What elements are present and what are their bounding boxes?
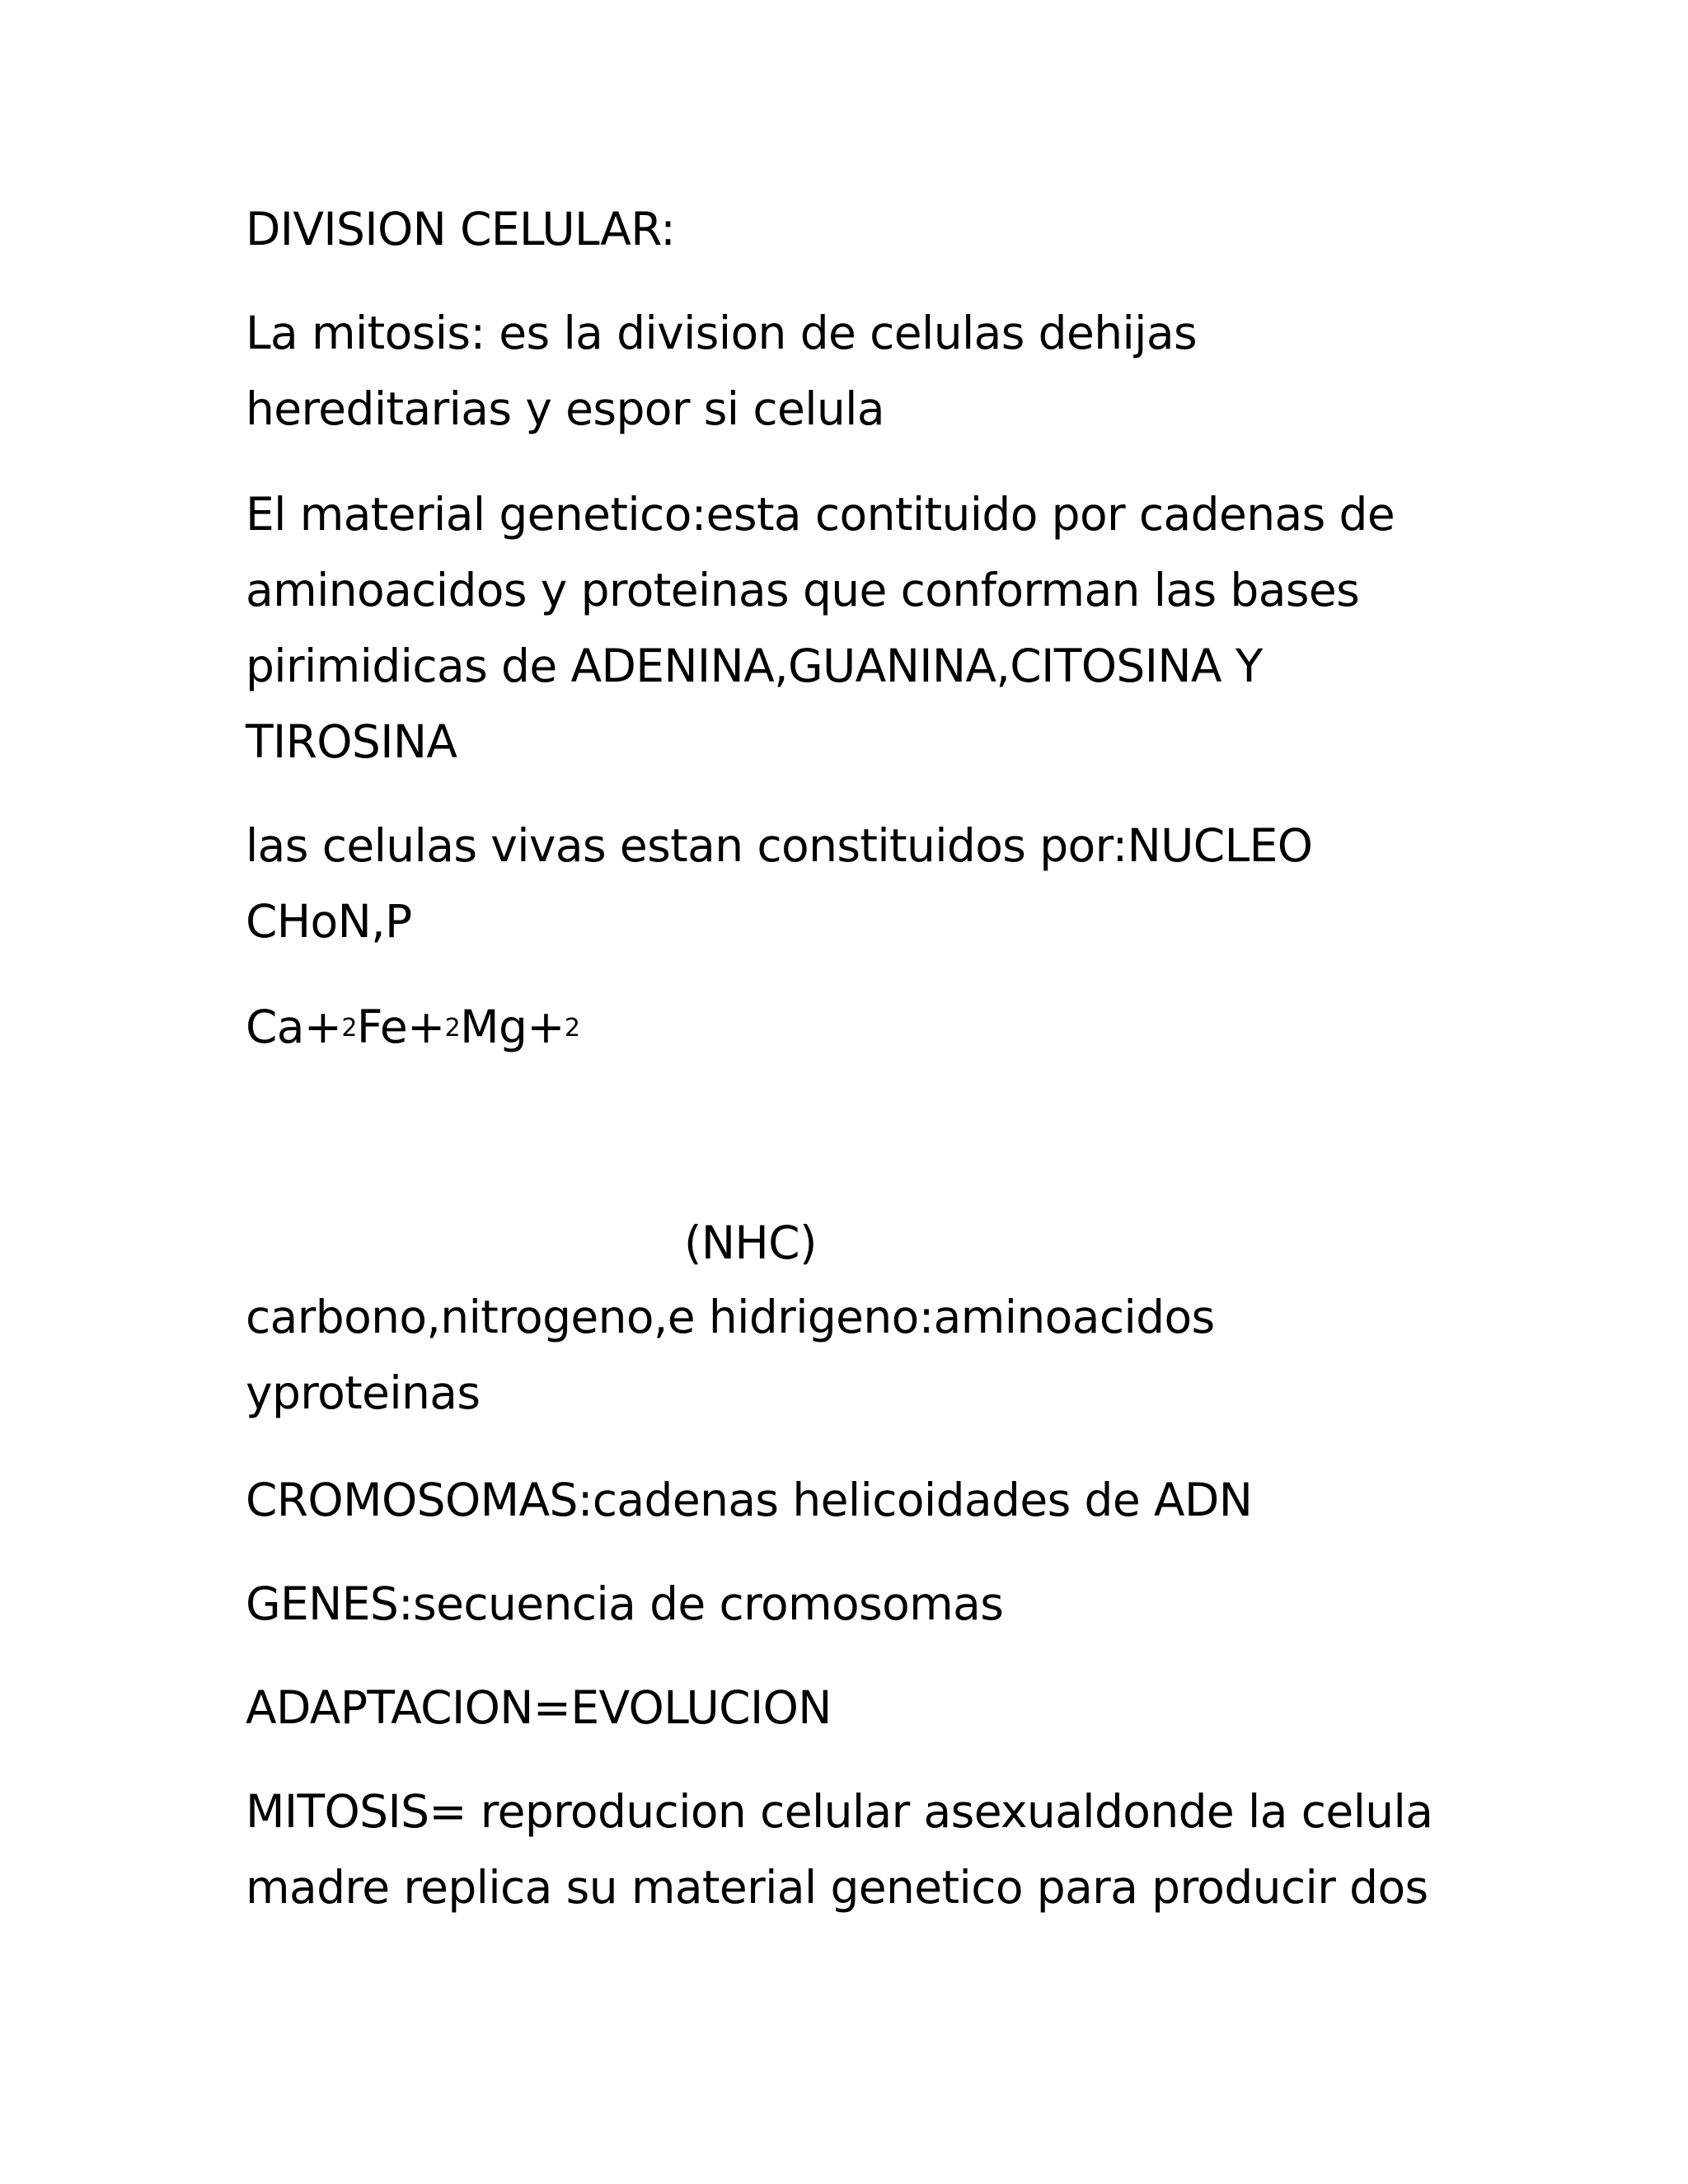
ion-magnesium: Mg+ <box>460 1001 565 1053</box>
text-line: ADAPTACION=EVOLUCION <box>246 1681 832 1734</box>
text-line: yproteinas <box>246 1366 481 1419</box>
paragraph-ions <box>246 989 1498 1065</box>
text-line: madre replica su material genetico para producir dos <box>246 1861 1428 1914</box>
ion-calcium: Ca+ <box>246 1001 342 1053</box>
text-line: las celulas vivas estan constituidos por:NUCLEO <box>246 819 1313 872</box>
text-line: TIROSINA <box>246 715 457 768</box>
paragraph-celulas-vivas <box>246 808 1498 959</box>
text-line: CHoN,P <box>246 895 412 948</box>
paragraph-adaptacion <box>246 1670 1498 1746</box>
text-line: MITOSIS= reproducion celular asexualdonde la celula <box>246 1785 1433 1838</box>
ion-iron: Fe+ <box>356 1001 445 1053</box>
heading <box>246 191 1498 267</box>
paragraph-elements <box>246 1279 1498 1431</box>
text-line: carbono,nitrogeno,e hidrigeno:aminoacidos <box>246 1291 1215 1343</box>
heading-text: DIVISION CELULAR: <box>246 203 676 255</box>
text-line: pirimidicas de ADENINA,GUANINA,CITOSINA Y <box>246 640 1263 692</box>
text-line: CROMOSOMAS:cadenas helicoidades de ADN <box>246 1474 1253 1526</box>
text-line: aminoacidos y proteinas que conforman las bases <box>246 564 1360 616</box>
paragraph-genes <box>246 1566 1498 1642</box>
text-line: El material genetico:esta contituido por cadenas de <box>246 488 1395 541</box>
text-line: GENES:secuencia de cromosomas <box>246 1577 1004 1630</box>
ion-magnesium-exponent: 2 <box>564 1014 580 1043</box>
ion-calcium-exponent: 2 <box>341 1014 357 1043</box>
nhc-label: (NHC) <box>684 1216 817 1269</box>
ions-line <box>246 989 1498 1065</box>
text-line: hereditarias y espor si celula <box>246 382 884 435</box>
paragraph-material-genetico <box>246 476 1498 780</box>
paragraph-mitosis-reproduccion <box>246 1774 1498 1925</box>
paragraph-cromosomas <box>246 1462 1498 1538</box>
paragraph-mitosis-definition <box>246 295 1498 447</box>
text-line: La mitosis: es la division de celulas dehijas <box>246 307 1197 359</box>
ion-iron-exponent: 2 <box>444 1014 461 1043</box>
